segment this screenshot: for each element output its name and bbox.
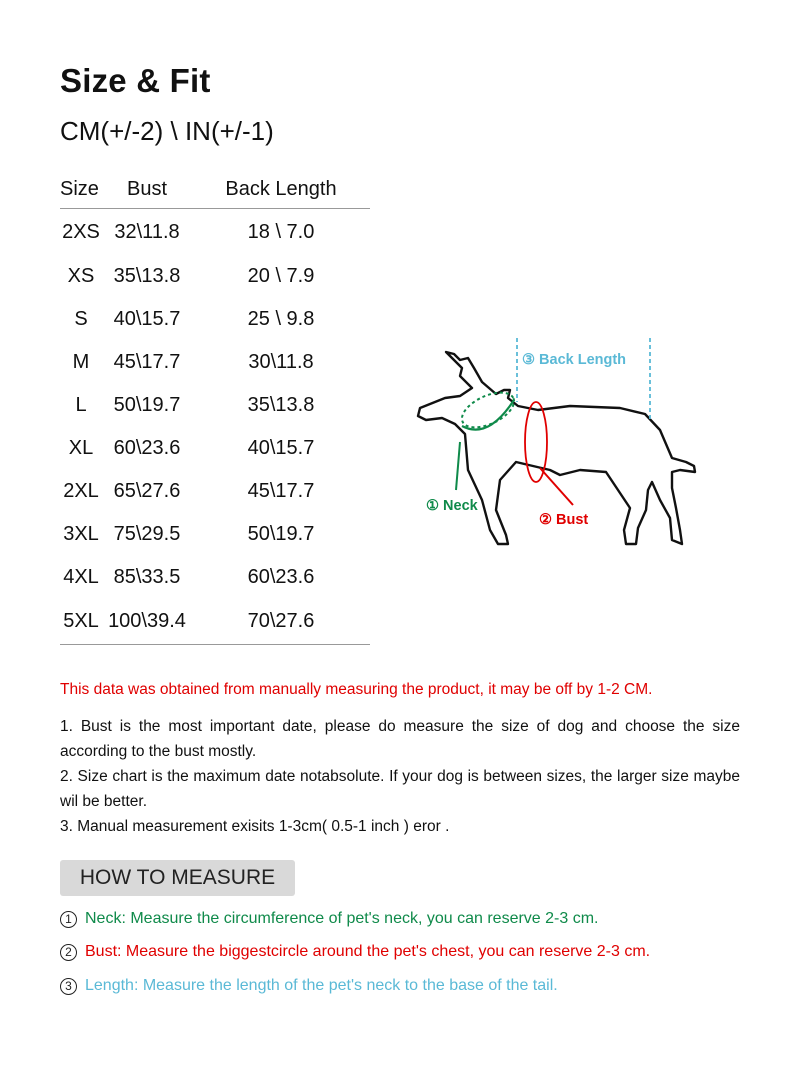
- cell-bust: 100\39.4: [102, 599, 192, 645]
- how-to-measure-heading: HOW TO MEASURE: [60, 860, 295, 896]
- table-row: [60, 513, 370, 556]
- back-length-label: ③ Back Length: [522, 352, 627, 368]
- table-row: [60, 341, 370, 384]
- cell-size: 2XS: [62, 220, 100, 243]
- cell-size: 4XL: [63, 566, 99, 588]
- cell-size: XS: [67, 265, 95, 287]
- cell-bust: 85\33.5: [113, 566, 181, 588]
- note-item: 2. Size chart is the maximum date notabsolute. If your dog is between sizes, the larger size maybe wil be better.: [60, 768, 740, 810]
- circled-number-icon: 2: [60, 944, 77, 961]
- cell-back-length: 18 \ 7.0: [247, 220, 315, 243]
- table-header-row: [60, 170, 370, 209]
- neck-pointer-line: [456, 442, 460, 490]
- cell-size: L: [75, 394, 87, 416]
- page-title: Size & Fit: [60, 62, 211, 99]
- table-row: [60, 255, 370, 298]
- measure-item-length: [60, 977, 558, 995]
- table-row: [60, 599, 370, 645]
- circled-number-icon: 3: [60, 978, 77, 995]
- units-subtitle: CM(+/-2) \ IN(+/-1): [60, 116, 274, 146]
- cell-back-length: 40\15.7: [247, 437, 315, 459]
- cell-back-length: 25 \ 9.8: [247, 308, 315, 330]
- table-row: [60, 427, 370, 470]
- bust-label: ② Bust: [539, 512, 589, 528]
- column-header-size: Size: [60, 170, 102, 209]
- measure-item-text: Neck: Measure the circumference of pet's neck, you can reserve 2-3 cm.: [85, 910, 599, 927]
- cell-bust: 65\27.6: [113, 480, 181, 502]
- neck-label: ① Neck: [426, 498, 478, 514]
- cell-size: M: [72, 351, 90, 373]
- cell-size: S: [74, 308, 88, 330]
- cell-bust: 32\11.8: [114, 220, 180, 243]
- measure-item-text: Length: Measure the length of the pet's neck to the base of the tail.: [85, 977, 558, 994]
- table-row: [60, 209, 370, 256]
- size-chart-table: [60, 170, 370, 645]
- cell-back-length: 50\19.7: [247, 523, 315, 545]
- cell-size: XL: [68, 437, 94, 459]
- table-row: [60, 384, 370, 427]
- cell-bust: 35\13.8: [113, 265, 181, 287]
- table-row: [60, 556, 370, 599]
- cell-size: 2XL: [63, 480, 99, 502]
- note-item: 1. Bust is the most important date, please do measure the size of dog and choose the size according to the bust mostly.: [60, 718, 740, 760]
- measure-item-neck: [60, 910, 599, 928]
- measure-item-text: Bust: Measure the biggestcircle around the pet's chest, you can reserve 2-3 cm.: [85, 943, 651, 960]
- cell-back-length: 30\11.8: [248, 351, 314, 373]
- dog-measurement-diagram: [410, 330, 710, 560]
- cell-size: 5XL: [60, 599, 102, 645]
- cell-bust: 50\19.7: [113, 394, 181, 416]
- note-item: 3. Manual measurement exisits 1-3cm( 0.5-1 inch ) eror .: [60, 818, 450, 835]
- circled-number-icon: 1: [60, 911, 77, 928]
- notes-list: [60, 714, 740, 839]
- cell-bust: 45\17.7: [113, 351, 181, 373]
- cell-bust: 75\29.5: [113, 523, 181, 545]
- cell-back-length: 70\27.6: [192, 599, 370, 645]
- bust-measure-ring: [525, 402, 547, 482]
- table-row: [60, 298, 370, 341]
- column-header-bust: Bust: [102, 170, 192, 209]
- cell-bust: 60\23.6: [113, 437, 181, 459]
- column-header-back-length: Back Length: [192, 170, 370, 209]
- cell-size: 3XL: [63, 523, 99, 545]
- cell-bust: 40\15.7: [113, 308, 181, 330]
- cell-back-length: 45\17.7: [247, 480, 315, 502]
- measure-item-bust: [60, 943, 650, 961]
- cell-back-length: 20 \ 7.9: [247, 265, 315, 287]
- disclaimer-note: This data was obtained from manually measuring the product, it may be off by 1-2 CM.: [60, 681, 653, 698]
- cell-back-length: 60\23.6: [247, 566, 315, 588]
- table-row: [60, 470, 370, 513]
- cell-back-length: 35\13.8: [247, 394, 315, 416]
